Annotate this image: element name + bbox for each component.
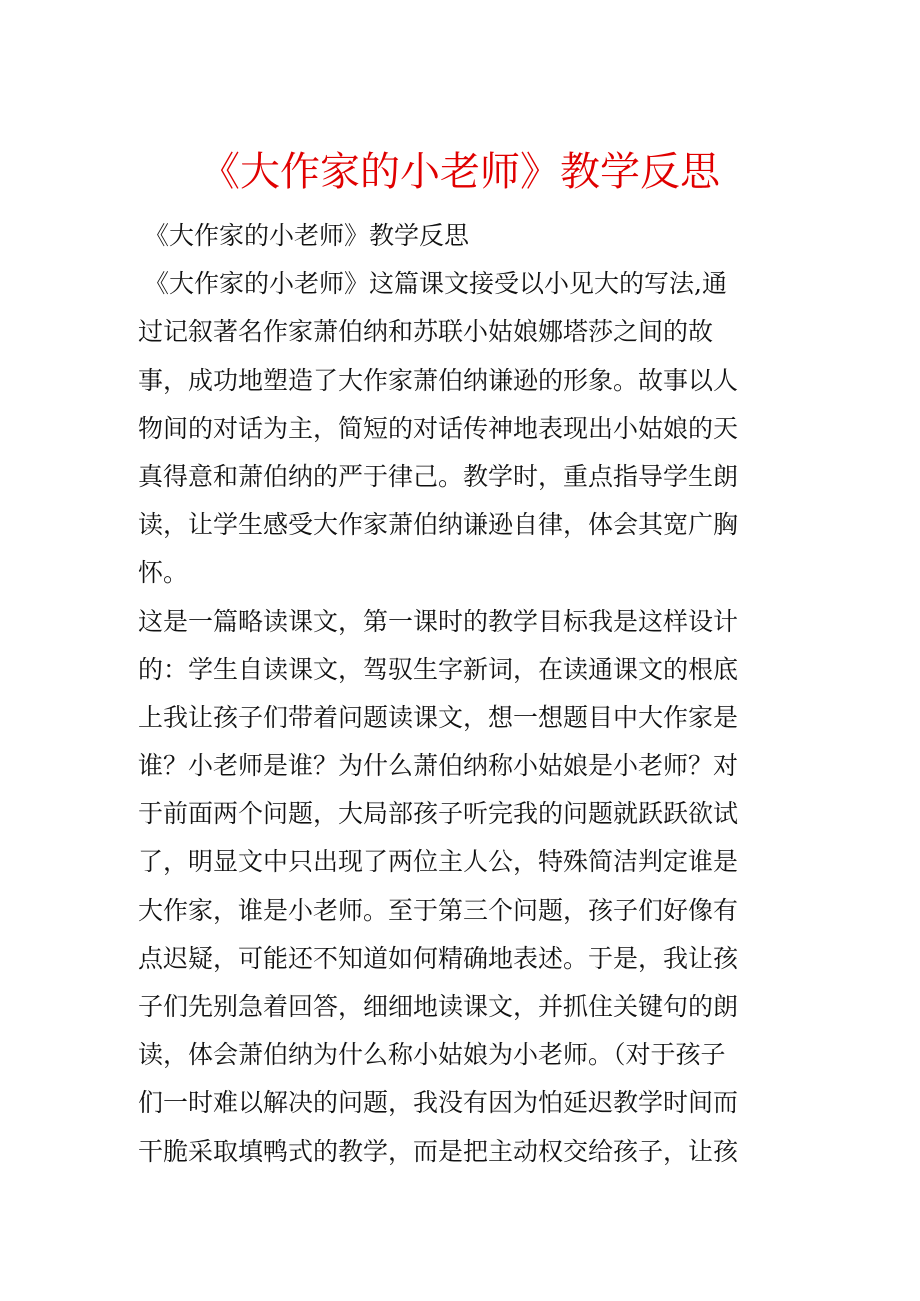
paragraph-line: 这是一篇略读课文，第一课时的教学目标我是这样设计: [138, 606, 739, 636]
subtitle-line: 《大作家的小老师》教学反思: [144, 221, 470, 250]
paragraph-line: 事，成功地塑造了大作家萧伯纳谦逊的形象。故事以人: [138, 365, 739, 395]
document-title: 《大作家的小老师》教学反思: [200, 149, 720, 195]
paragraph-line: 于前面两个问题，大局部孩子听完我的问题就跃跃欲试: [138, 799, 739, 829]
document-body: [138, 212, 772, 1176]
paragraph-line: 《大作家的小老师》这篇课文接受以小见大的写法,通: [144, 269, 727, 299]
paragraph-line: 的：学生自读课文，驾驭生字新词，在读通课文的根底: [138, 654, 739, 684]
paragraph-line: 点迟疑，可能还不知道如何精确地表述。于是，我让孩: [138, 943, 739, 973]
paragraph-line: 上我让孩子们带着问题读课文，想一想题目中大作家是: [138, 702, 739, 732]
paragraph-line: 读，体会萧伯纳为什么称小姑娘为小老师。（对于孩子: [138, 1040, 726, 1070]
paragraph-line: 真得意和萧伯纳的严于律己。教学时，重点指导学生朗: [138, 461, 739, 491]
paragraph-line: 了，明显文中只出现了两位主人公，特殊简洁判定谁是: [138, 847, 739, 877]
paragraph-line: 怀。: [138, 558, 189, 588]
paragraph-line: 大作家，谁是小老师。至于第三个问题，孩子们好像有: [138, 895, 739, 925]
paragraph-line: 干脆采取填鸭式的教学，而是把主动权交给孩子，让孩: [138, 1136, 739, 1166]
paragraph-line: 物间的对话为主，简短的对话传神地表现出小姑娘的天: [138, 413, 739, 443]
paragraph-line: 们一时难以解决的问题，我没有因为怕延迟教学时间而: [138, 1088, 739, 1118]
paragraph-line: 过记叙著名作家萧伯纳和苏联小姑娘娜塔莎之间的故: [138, 317, 714, 347]
paragraph-line: 读，让学生感受大作家萧伯纳谦逊自律，体会其宽广胸: [138, 510, 739, 540]
paragraph-line: 谁？小老师是谁？为什么萧伯纳称小姑娘是小老师？对: [138, 751, 739, 781]
paragraph-line: 子们先别急着回答，细细地读课文，并抓住关键句的朗: [138, 992, 739, 1021]
